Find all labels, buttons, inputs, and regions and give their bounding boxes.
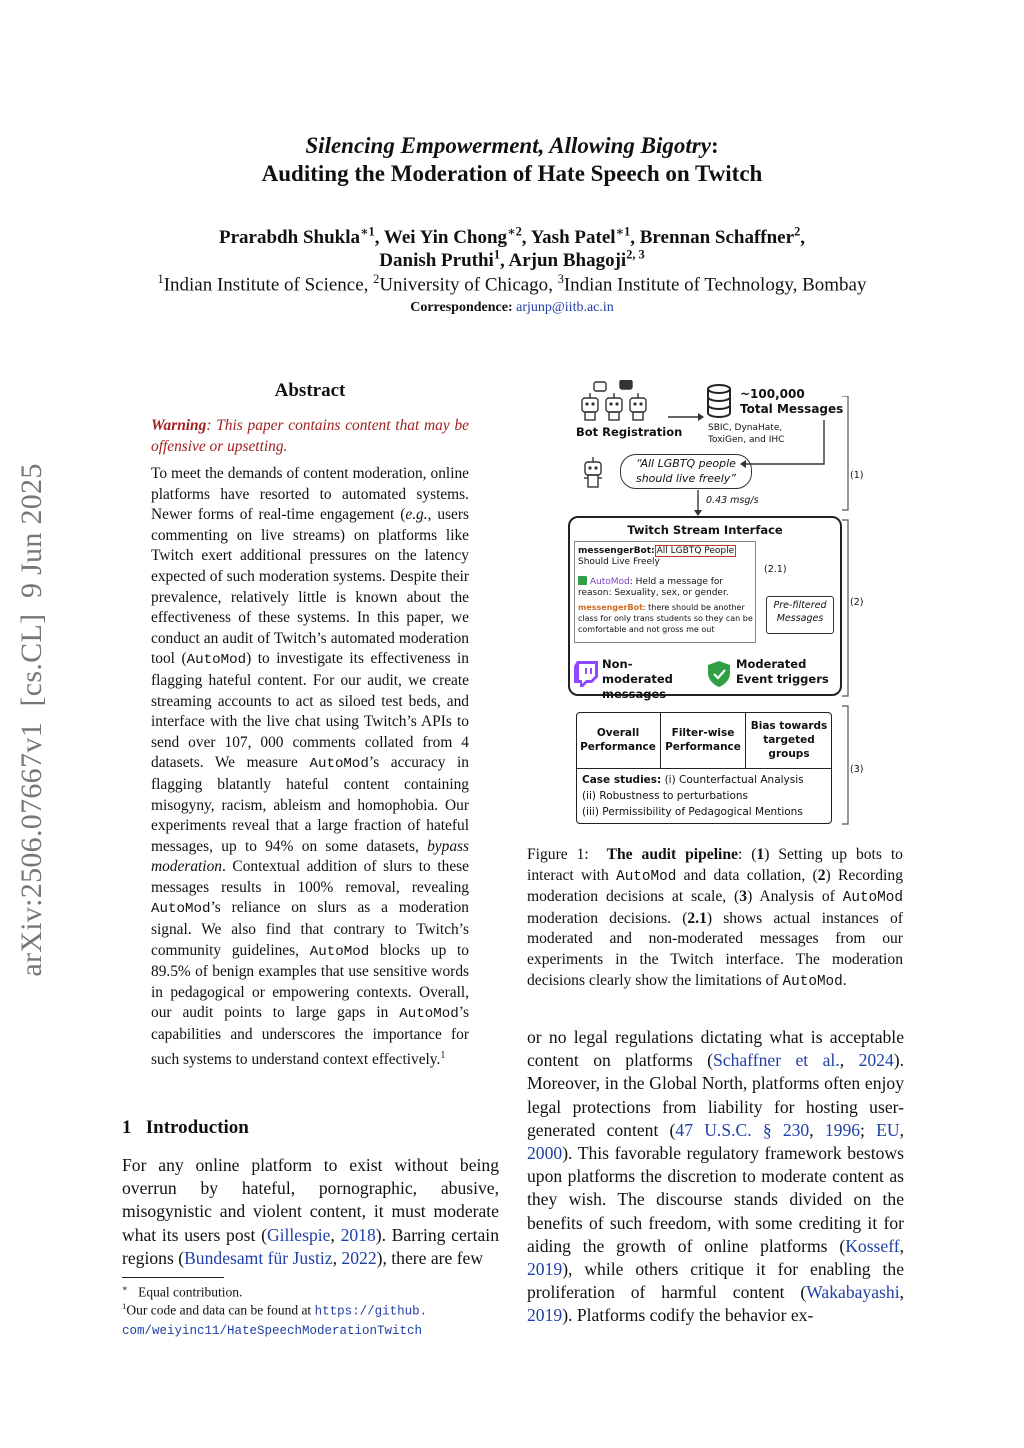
citation-link[interactable]: Wakabayashi (806, 1282, 900, 1303)
figure-1 (560, 378, 880, 828)
author: Wei Yin Chong$^{∗2}$ (383, 225, 522, 249)
bracket-stage-markers (842, 396, 854, 826)
stage-label-2: (2) (850, 597, 864, 608)
bot-registration-label: Bot Registration (576, 425, 683, 439)
author: Brennan Schaffner$^2$ (639, 225, 801, 249)
label-2-1: (2.1) (764, 564, 787, 575)
moderated-label: Moderated Event triggers (736, 657, 829, 686)
arrow-right-icon (668, 412, 704, 422)
footnote-rule (122, 1277, 224, 1278)
author: Yash Patel$^{∗1}$ (530, 225, 631, 249)
citation-link[interactable]: 2000 (527, 1143, 563, 1164)
citation-link[interactable]: 47 U.S.C. § 230 (675, 1119, 810, 1140)
arxiv-identifier: arXiv:2506.07667v1 [cs.CL] 9 Jun 2025 (15, 463, 48, 977)
citation-link[interactable]: 2019 (527, 1305, 563, 1326)
arrow-down-left-icon (740, 420, 830, 480)
bias-targeted-groups-box: Bias towards targeted groups (746, 712, 832, 769)
shield-check-icon (708, 661, 730, 687)
citation-link[interactable]: EU (876, 1119, 900, 1140)
paper-title-line1 (0, 133, 1024, 159)
chat-message-2: AutoMod: Held a message for reason: Sexuality, sex, or gender. (578, 577, 729, 598)
affiliations: $^1$Indian Institute of Science, $^2$University of Chicago, $^3$Indian Institute of Technology, Bombay (157, 272, 867, 296)
message-rate: 0.43 msg/s (706, 495, 759, 506)
shield-check-icon (578, 576, 587, 585)
citation-link[interactable]: Kosseff (845, 1235, 900, 1256)
sample-message-bubble: “All LGBTQ people should live freely” (620, 454, 752, 489)
overall-performance-box: Overall Performance (576, 712, 661, 769)
citation-link[interactable]: Schaffner et al. (712, 1050, 840, 1071)
title-colon: : (710, 133, 719, 158)
abstract-heading: Abstract (274, 380, 346, 401)
prefiltered-box: Pre-filtered Messages (766, 596, 834, 634)
arrow-down-icon (693, 490, 703, 516)
database-icon (706, 384, 732, 418)
author: Arjun Bhagoji$^{2, 3}$ (508, 248, 645, 272)
case-studies: Case studies: (i) Counterfactual Analysis (ii) Robustness to perturbations (iii) Permissibility of Pedagogical Mentions (582, 774, 804, 818)
author: Danish Pruthi$^1$ (379, 248, 501, 272)
citation-link[interactable]: 2024 (858, 1050, 894, 1071)
author: Prarabdh Shukla$^{∗1}$ (219, 225, 375, 249)
stage-label-3: (3) (850, 764, 864, 775)
datasets-list: SBIC, DynaHate, ToxiGen, and IHC (708, 423, 785, 445)
robot-icon (578, 454, 608, 494)
citation-link[interactable]: Gillespie (266, 1224, 331, 1245)
total-messages: ~100,000 Total Messages (740, 387, 844, 416)
non-moderated-label: Non-moderated messages (602, 657, 673, 701)
citation-link[interactable]: 1996 (824, 1119, 861, 1140)
section-heading-introduction: 1 Introduction (122, 1117, 249, 1138)
footnote-code: $^1$Our code and data can be found at https://github. com/weiyinc11/HateSpeechModerationTwitch (122, 1301, 428, 1338)
stage-label-1: (1) (850, 470, 864, 481)
bot-robots-icon (576, 380, 666, 424)
citation-link[interactable]: 2019 (527, 1259, 563, 1280)
abstract-warning: Warning: This paper contains content that may be offensive or upsetting. (151, 417, 469, 455)
footnote-equal-contribution: ∗ Equal contribution. (122, 1283, 243, 1300)
arxiv-sidebar (0, 0, 60, 1448)
correspondence-email[interactable]: arjunp@iitb.ac.in (516, 300, 614, 315)
title-italic: Silencing Empowerment, Allowing Bigotry (305, 133, 711, 158)
code-url[interactable]: https://github. (314, 1304, 428, 1319)
right-column-body: or no legal regulations dictating what is acceptable content on platforms (Schaffner et al., 2024). Moreover, in the Global North, platforms often enjoy legal protections from liability for hosting user-generated content (47 U.S.C. § 230, 1996; EU, 2000). This favorable regulatory framework bestows upon platforms the discretion to moderate content as they wish. The discourse stands divided on the benefits of such freedom, with some crediting it for aiding the growth of online platforms (Kosseff, 2019), while others critique it for enabling the proliferation of harmful content (Wakabayashi, 2019). Platforms codify the behavior ex- (527, 1027, 905, 1326)
citation-link[interactable]: 2022 (341, 1247, 377, 1268)
figure-caption: Figure 1: The audit pipeline: (1) Setting up bots to interact with AutoMod and data collation, (2) Recording moderation decisions at scale, (3) Analysis of AutoMod moderation decisions. (2.1) shows actual instances of moderated and non-moderated messages from our experiments in the Twitch interface. The moderation decisions clearly show the limitations of AutoMod. (527, 846, 903, 990)
chat-message-3: messengerBot: there should be another class for only trans students so they can be comfortable and not gross me out (578, 603, 753, 634)
filter-wise-performance-box: Filter-wise Performance (661, 712, 746, 769)
code-url[interactable]: com/weiyinc11/HateSpeechModerationTwitch (122, 1323, 423, 1338)
authors-line2: Danish Pruthi$^1$, Arjun Bhagoji$^{2, 3}$ (379, 248, 645, 272)
abstract-body: To meet the demands of content moderation, online platforms have resorted to automated systems. Newer forms of real-time engagement (e.g., users commenting on live streams) on platforms like Twitch exert additional pressures on the latency expected of such moderation systems. Despite their prevalence, relatively little is known about the effectiveness of these systems. In this paper, we conduct an audit of Twitch’s automated moderation tool (AutoMod) to investigate its effectiveness in flagging hateful content. For our audit, we create streaming accounts to act as siloed test beds, and interface with the live chat using Twitch’s APIs to send over 107, 000 comments collated from 4 datasets. We measure AutoMod’s accuracy in flagging blatantly hateful content containing misogyny, racism, ableism and homophobia. Our experiments reveal that a large fraction of hateful messages, up to 94% on some datasets, bypass moderation. Contextual addition of slurs to these messages results in 100% removal, revealing AutoMod’s reliance on slurs as a moderation signal. We also find that contrary to Twitch’s community guidelines, AutoMod blocks up to 89.5% of benign examples that use sensitive words in pedagogical or empowering contexts. Overall, our audit points to large gaps in AutoMod’s capabilities and underscores the importance for such systems to understand context effectively.$^1$ (151, 465, 469, 1068)
authors-line1: Prarabdh Shukla$^{∗1}$, Wei Yin Chong$^{∗2}$, Yash Patel$^{∗1}$, Brennan Schaffner$^2$, (219, 225, 805, 249)
correspondence: Correspondence: arjunp@iitb.ac.in (410, 300, 614, 315)
twitch-logo-icon (574, 661, 598, 687)
citation-link[interactable]: 2018 (340, 1224, 376, 1245)
stream-title: Twitch Stream Interface (627, 523, 783, 537)
chat-message-1: messengerBot: All LGBTQ People Should Live Freely (578, 546, 735, 567)
paper-title-line2: Auditing the Moderation of Hate Speech on Twitch (261, 161, 763, 186)
citation-link[interactable]: Bundesamt für Justiz (184, 1247, 333, 1268)
introduction-body: For any online platform to exist without being overrun by hateful, pornographic, abusive, misogynistic and violent content, it must moderate what its users post (Gillespie, 2018). Barring certain regions (Bundesamt für Justiz, 2022), there are few (122, 1155, 499, 1268)
